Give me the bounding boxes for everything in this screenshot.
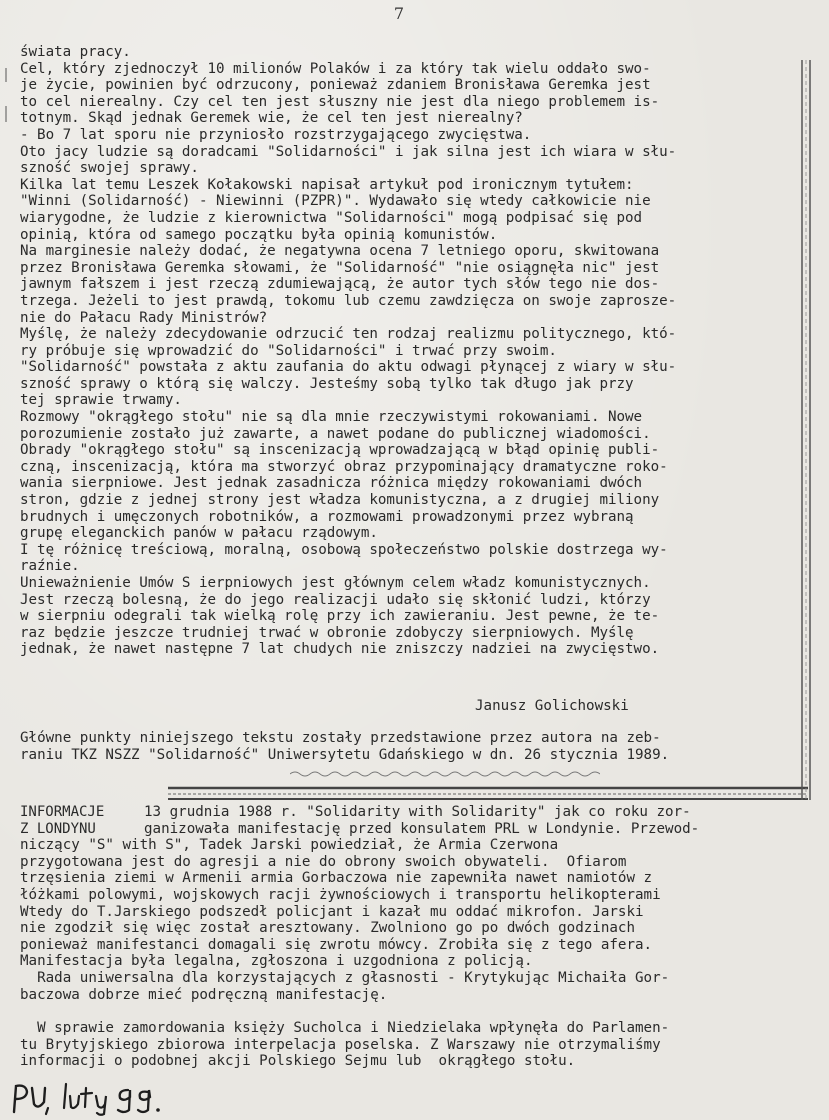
- article-line: porozumienie zostało już zawarte, a nawet podane do publicznej wiadomości.: [20, 425, 651, 442]
- article-line: stron, gdzie z jednej strony jest władza komunistyczna, a z drugiej miliony: [20, 492, 660, 509]
- info-line: niczący "S" with S", Tadek Jarski powiedział, że Armia Czerwona: [20, 837, 559, 854]
- article-line: w sierpniu odegrali tak wielką rolę przy ich zawieraniu. Jest pewne, że te-: [20, 608, 660, 625]
- closing-paragraph: [20, 1020, 810, 1070]
- article-line: "Solidarność" powstała z aktu zaufania do aktu odwagi płynącej z wiary w słu-: [20, 359, 677, 376]
- info-line: Rada uniwersalna dla korzystających z głasnosti - Krytykując Michaiła Gor-: [20, 969, 670, 986]
- article-line: wania sierpniowe. Jest jednak zasadnicza różnica między rokowaniami dwóch: [20, 475, 643, 492]
- article-line: jawnym fałszem i jest rzeczą zdumiewającą, że autor tych słów tego nie dos-: [20, 276, 660, 293]
- article-line: to cel nierealny. Czy cel ten jest słuszny nie jest dla niego problemem is-: [20, 93, 660, 110]
- handwritten-annotation: [8, 1080, 208, 1116]
- info-label-line: Z LONDYNU: [20, 820, 96, 837]
- article-line: raz będzie jeszcze trudniej trwać w obronie zdobyczy sierpniowych. Myślę: [20, 624, 634, 641]
- info-section: [20, 804, 800, 1003]
- article-line: Unieważnienie Umów S ierpniowych jest głównym celem władz komunistycznych.: [20, 575, 651, 591]
- article-line: Na marginesie należy dodać, że negatywna ocena 7 letniego oporu, skwitowana: [20, 243, 660, 260]
- right-margin-border: [796, 60, 822, 800]
- footnote-line: Główne punkty niniejszego tekstu zostały przedstawione przez autora na zeb-: [20, 730, 661, 746]
- article-line: Oto jacy ludzie są doradcami "Solidarności" i jak silna jest ich wiara w słu-: [20, 143, 677, 160]
- article-line: "Winni (Solidarność) - Niewinni (PZPR)". Wydawało się wtedy całkowicie nie: [20, 193, 651, 210]
- article-line: Rozmowy "okrągłego stołu" nie są dla mnie rzeczywistymi rokowaniami. Nowe: [20, 409, 643, 426]
- article-line: szność sprawy o którą się walczy. Jesteśmy sobą tylko tak długo jak przy: [20, 375, 634, 392]
- info-line: 13 grudnia 1988 r. "Solidarity with Solidarity" jak co roku zor-: [144, 804, 691, 820]
- article-body: [20, 44, 790, 658]
- article-line: brudnych i umęczonych robotników, a rozmowami prowadzonymi przez wybraną: [20, 508, 634, 525]
- wavy-divider: [290, 770, 600, 778]
- author-signature: Janusz Golichowski: [475, 698, 629, 714]
- article-line: jednak, że nawet następne 7 lat chudych nie zniszczy nadziei na zwycięstwo.: [20, 641, 660, 658]
- article-line: raźnie.: [20, 558, 80, 575]
- article-line: Obrady "okrągłego stołu" są inscenizacją wprowadzającą w błąd opinię publi-: [20, 442, 660, 459]
- info-label-line: INFORMACJE: [20, 804, 105, 820]
- article-line: wiarygodne, że ludzie z kierownictwa "Solidarności" mogą podpisać się pod: [20, 209, 643, 226]
- article-line: grupę eleganckich panów w pałacu rządowym.: [20, 525, 378, 542]
- article-line: Myślę, że należy zdecydowanie odrzucić ten rodzaj realizmu politycznego, któ-: [20, 326, 677, 343]
- article-line: Cel, który zjednoczył 10 milionów Polaków i za który tak wielu oddało swo-: [20, 60, 651, 77]
- info-line: Manifestacja była legalna, zgłoszona i uzgodniona z policją.: [20, 953, 533, 970]
- section-divider: [168, 782, 808, 804]
- article-line: - Bo 7 lat sporu nie przyniosło rozstrzygającego zwycięstwa.: [20, 126, 532, 143]
- info-line: łóżkami polowymi, wojskowych racji żywnościowych i transportu helikopterami: [20, 886, 661, 903]
- info-section-label: [20, 804, 140, 837]
- article-line: trzega. Jeżeli to jest prawdą, tokomu lub czemu zawdzięcza on swoje zaprosze-: [20, 292, 677, 309]
- article-line: I tę różnicę treściową, moralną, osobową społeczeństwo polskie dostrzega wy-: [20, 541, 668, 558]
- article-line: ry próbuje się wprowadzić do "Solidarności" i trwać przy swoim.: [20, 342, 557, 359]
- info-line: ganizowała manifestację przed konsulatem PRL w Londynie. Przewod-: [144, 820, 700, 837]
- left-margin-marks: [0, 66, 12, 126]
- article-line: opinią, która od samego początku była opinią komunistów.: [20, 226, 498, 243]
- info-line: nie zgodził się więc został aresztowany. Zwolniono go po dwóch godzinach: [20, 920, 635, 937]
- article-line: świata pracy.: [20, 44, 131, 60]
- article-line: Jest rzeczą bolesną, że do jego realizacji udało się skłonić ludzi, którzy: [20, 591, 651, 608]
- article-line: je życie, powinien być odrzucony, ponieważ zdaniem Bronisława Geremka jest: [20, 77, 651, 94]
- article-line: nie do Pałacu Rady Ministrów?: [20, 309, 268, 326]
- closing-line: informacji o podobnej akcji Polskiego Sejmu lub okrągłego stołu.: [20, 1053, 576, 1070]
- info-line: przygotowana jest do agresji a nie do obrony swoich obywateli. Ofiarom: [20, 853, 627, 870]
- page-number: 7: [393, 4, 405, 23]
- info-line: Wtedy do T.Jarskiego podszedł policjant i kazał mu oddać mikrofon. Jarski: [20, 903, 644, 920]
- article-line: tej sprawie trwamy.: [20, 392, 182, 409]
- footnote: [20, 730, 800, 764]
- article-line: totnym. Skąd jednak Geremek wie, że cel ten jest nierealny?: [20, 110, 523, 127]
- footnote-line: raniu TKZ NSZZ "Solidarność" Uniwersytetu Gdańskiego w dn. 26 stycznia 1989.: [20, 747, 670, 763]
- article-line: szność swojej sprawy.: [20, 160, 199, 177]
- article-line: czną, inscenizacją, która ma stworzyć obraz przypominający dramatyczne roko-: [20, 458, 668, 475]
- closing-line: W sprawie zamordowania księży Sucholca i Niedzielaka wpłynęła do Parlamen-: [20, 1020, 670, 1036]
- info-line: ponieważ manifestanci domagali się zwrotu mówcy. Zrobiła się z tego afera.: [20, 936, 653, 953]
- info-line: baczowa dobrze mieć podręczną manifestację.: [20, 986, 388, 1003]
- article-line: Kilka lat temu Leszek Kołakowski napisał artykuł pod ironicznym tytułem:: [20, 176, 634, 193]
- info-line: trzęsienia ziemi w Armenii armia Gorbaczowa nie zapewniła nawet namiotów z: [20, 870, 653, 887]
- closing-line: tu Brytyjskiego zbiorowa interpelacja poselska. Z Warszawy nie otrzymaliśmy: [20, 1036, 661, 1053]
- article-line: przez Bronisława Geremka słowami, że "Solidarność" "nie osiągnęła nic" jest: [20, 259, 660, 276]
